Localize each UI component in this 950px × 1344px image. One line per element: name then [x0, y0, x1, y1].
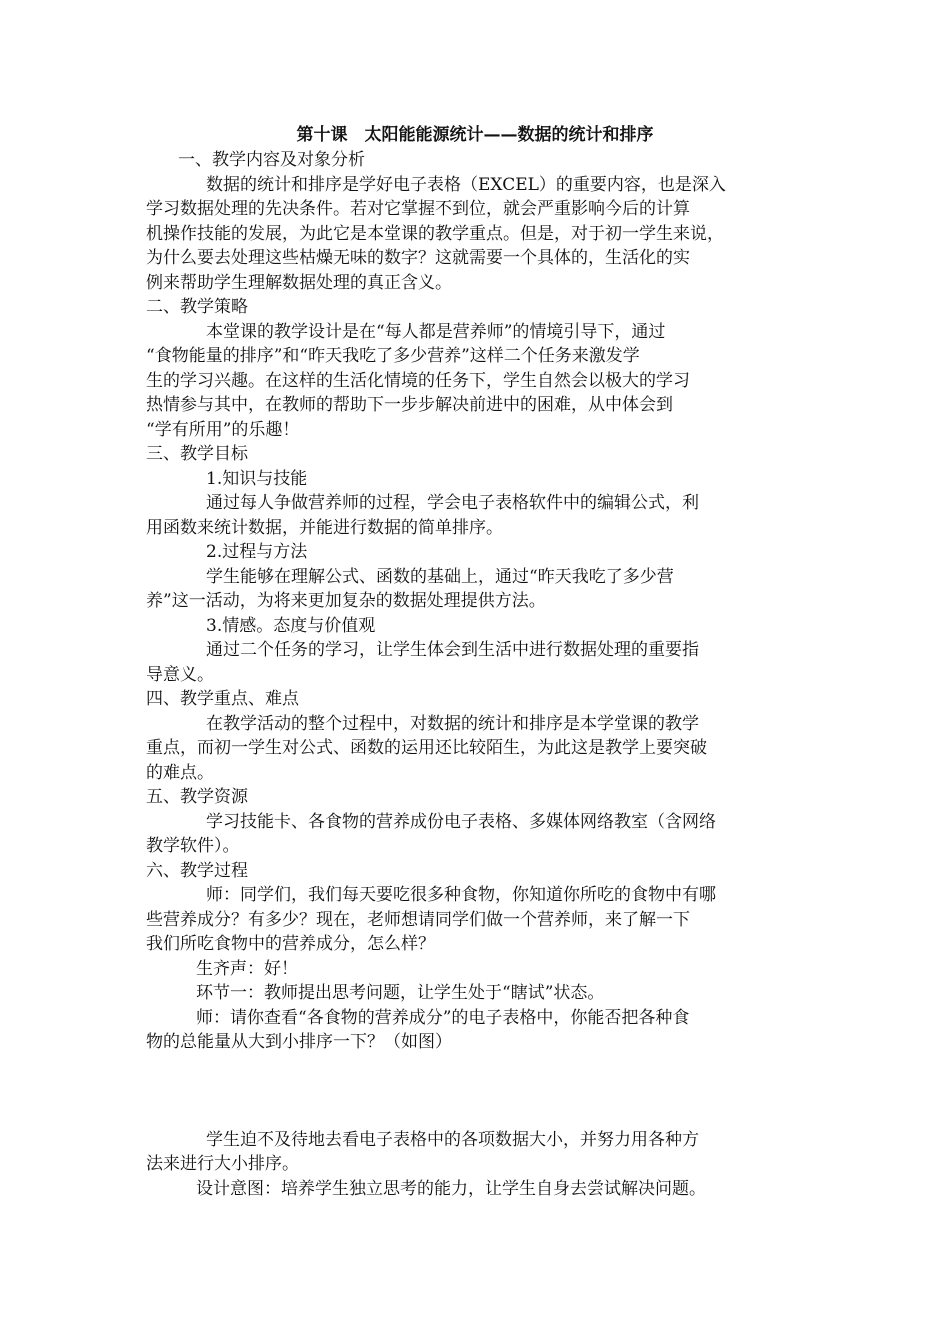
- paragraph-line: 的难点。: [146, 762, 214, 783]
- section-heading: 六、教学过程: [146, 860, 248, 881]
- paragraph-line: 机操作技能的发展，为此它是本堂课的教学重点。但是，对于初一学生来说，: [146, 223, 724, 244]
- paragraph-line: 学习技能卡、各食物的营养成份电子表格、多媒体网络教室（含网络: [206, 811, 716, 832]
- section-heading: 二、教学策略: [146, 297, 248, 317]
- paragraph-line: 我们所吃食物中的营养成分，怎么样？: [146, 934, 435, 954]
- paragraph-line: 学生迫不及待地去看电子表格中的各项数据大小，并努力用各种方: [206, 1129, 699, 1150]
- paragraph-line: “学有所用”的乐趣！: [146, 419, 300, 440]
- paragraph-line: 导意义。: [146, 664, 214, 685]
- paragraph-line: 些营养成分？有多少？现在，老师想请同学们做一个营养师，来了解一下: [146, 909, 690, 930]
- paragraph-line: 学习数据处理的先决条件。若对它掌握不到位，就会严重影响今后的计算: [146, 199, 690, 219]
- paragraph-line: 养”这一活动，为将来更加复杂的数据处理提供方法。: [146, 591, 546, 611]
- paragraph-line: 本堂课的教学设计是在“每人都是营养师”的情境引导下，通过: [206, 321, 666, 342]
- subsection-heading: 2.过程与方法: [206, 542, 308, 562]
- paragraph-line: 法来进行大小排序。: [146, 1154, 299, 1174]
- paragraph-line: 师：同学们，我们每天要吃很多种食物，你知道你所吃的食物中有哪: [206, 885, 716, 905]
- paragraph-line: 通过每人争做营养师的过程，学会电子表格软件中的编辑公式，利: [206, 493, 699, 513]
- paragraph-line: 通过二个任务的学习，让学生体会到生活中进行数据处理的重要指: [206, 640, 699, 660]
- paragraph-line: 生的学习兴趣。在这样的生活化情境的任务下，学生自然会以极大的学习: [146, 370, 690, 391]
- paragraph-line: 重点，而初一学生对公式、函数的运用还比较陌生，为此这是教学上要突破: [146, 738, 707, 758]
- paragraph-line: 例来帮助学生理解数据处理的真正含义。: [146, 272, 452, 293]
- section-heading: 三、教学目标: [146, 444, 248, 464]
- document-body: [146, 148, 818, 1201]
- paragraph-line: 物的总能量从大到小排序一下？（如图）: [146, 1032, 452, 1052]
- section-heading: 一、教学内容及对象分析: [178, 150, 365, 170]
- paragraph-line: 用函数来统计数据，并能进行数据的简单排序。: [146, 517, 503, 538]
- paragraph-line: 数据的统计和排序是学好电子表格（EXCEL）的重要内容，也是深入: [206, 174, 726, 195]
- document-title: 第十课 太阳能能源统计——数据的统计和排序: [296, 125, 654, 145]
- paragraph-line: 教学软件）。: [146, 836, 240, 856]
- section-heading: 四、教学重点、难点: [146, 689, 299, 709]
- subsection-heading: 3.情感。态度与价值观: [206, 615, 376, 636]
- subsection-heading: 1.知识与技能: [206, 468, 308, 489]
- paragraph-line: 在教学活动的整个过程中，对数据的统计和排序是本学堂课的教学: [206, 713, 699, 734]
- paragraph-line: “食物能量的排序”和“昨天我吃了多少营养”这样二个任务来激发学: [146, 346, 640, 366]
- paragraph-line: 学生能够在理解公式、函数的基础上，通过“昨天我吃了多少营: [206, 566, 674, 587]
- dialogue-line: 师：请你查看“各食物的营养成分”的电子表格中，你能否把各种食: [196, 1007, 690, 1028]
- dialogue-line: 环节一：教师提出思考问题，让学生处于“瞎试”状态。: [196, 983, 605, 1003]
- paragraph-line: 热情参与其中，在教师的帮助下一步步解决前进中的困难，从中体会到: [146, 395, 673, 415]
- paragraph-line: 设计意图：培养学生独立思考的能力，让学生自身去尝试解决问题。: [196, 1178, 706, 1199]
- figure-placeholder: [146, 1055, 818, 1128]
- dialogue-line: 生齐声：好！: [196, 958, 298, 979]
- section-heading: 五、教学资源: [146, 787, 248, 807]
- paragraph-line: 为什么要去处理这些枯燥无味的数字？这就需要一个具体的，生活化的实: [146, 248, 690, 268]
